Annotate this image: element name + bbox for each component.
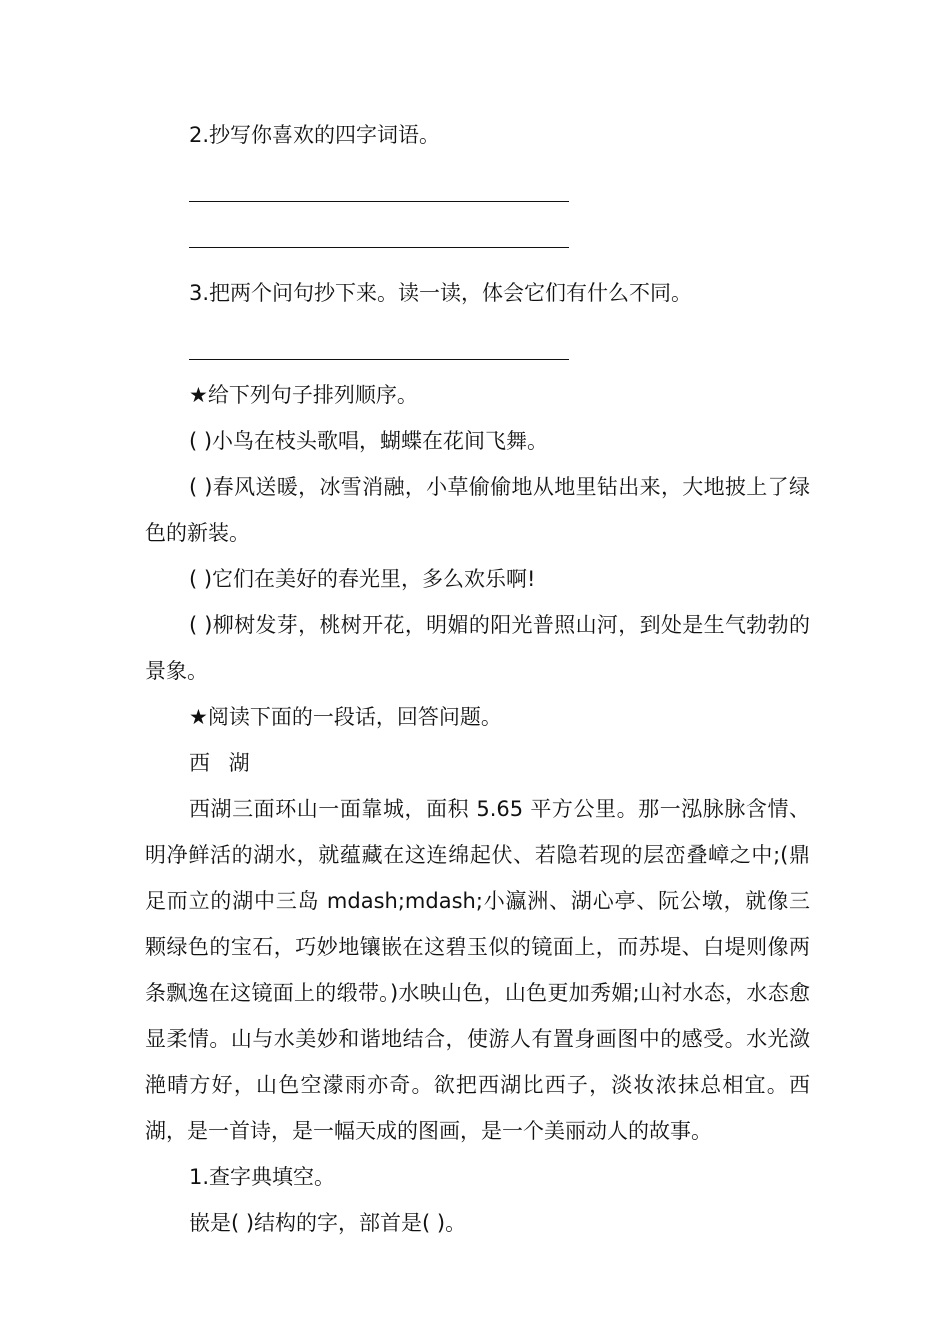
ordering-heading: ★给下列句子排列顺序。 [189,383,418,407]
ordering-item-1: ( )小鸟在枝头歌唱，蝴蝶在花间飞舞。 [189,429,549,453]
answer-line-2[interactable] [189,202,569,248]
reading-question-1: 1.查字典填空。 [189,1165,336,1189]
reading-heading: ★阅读下面的一段话，回答问题。 [189,705,502,729]
ordering-item-3: ( )它们在美好的春光里，多么欢乐啊! [189,567,536,591]
document-content [145,112,810,1246]
answer-line-3[interactable] [189,314,569,360]
passage-title: 西 湖 [189,751,256,775]
question-2: 2.抄写你喜欢的四字词语。 [189,123,441,147]
reading-question-1-blank: 嵌是( )结构的字，部首是( )。 [189,1211,467,1235]
ordering-item-4: ( )柳树发芽，桃树开花，明媚的阳光普照山河，到处是生气勃勃的景象。 [145,613,810,683]
question-3: 3.把两个问句抄下来。读一读，体会它们有什么不同。 [189,281,693,305]
answer-line-1[interactable] [189,156,569,202]
ordering-item-2: ( )春风送暖，冰雪消融，小草偷偷地从地里钻出来，大地披上了绿色的新装。 [145,475,810,545]
passage-text: 西湖三面环山一面靠城，面积 5.65 平方公里。那一泓脉脉含情、明净鲜活的湖水，就蕴藏在这连绵起伏、若隐若现的层峦叠嶂之中;(鼎足而立的湖中三岛 mdash;mdash;小瀛洲、湖心亭、阮公墩，就像三颗绿色的宝石，巧妙地镶嵌在这碧玉似的镜面上，而苏堤、白堤则像两条飘逸在这镜面上的缎带。)水映山色，山色更加秀媚;山衬水态，水态愈显柔情。山与水美妙和谐地结合，使游人有置身画图中的感受。水光潋滟晴方好，山色空濛雨亦奇。欲把西湖比西子，淡妆浓抹总相宜。西湖，是一首诗，是一幅天成的图画，是一个美丽动人的故事。 [145,797,810,1143]
